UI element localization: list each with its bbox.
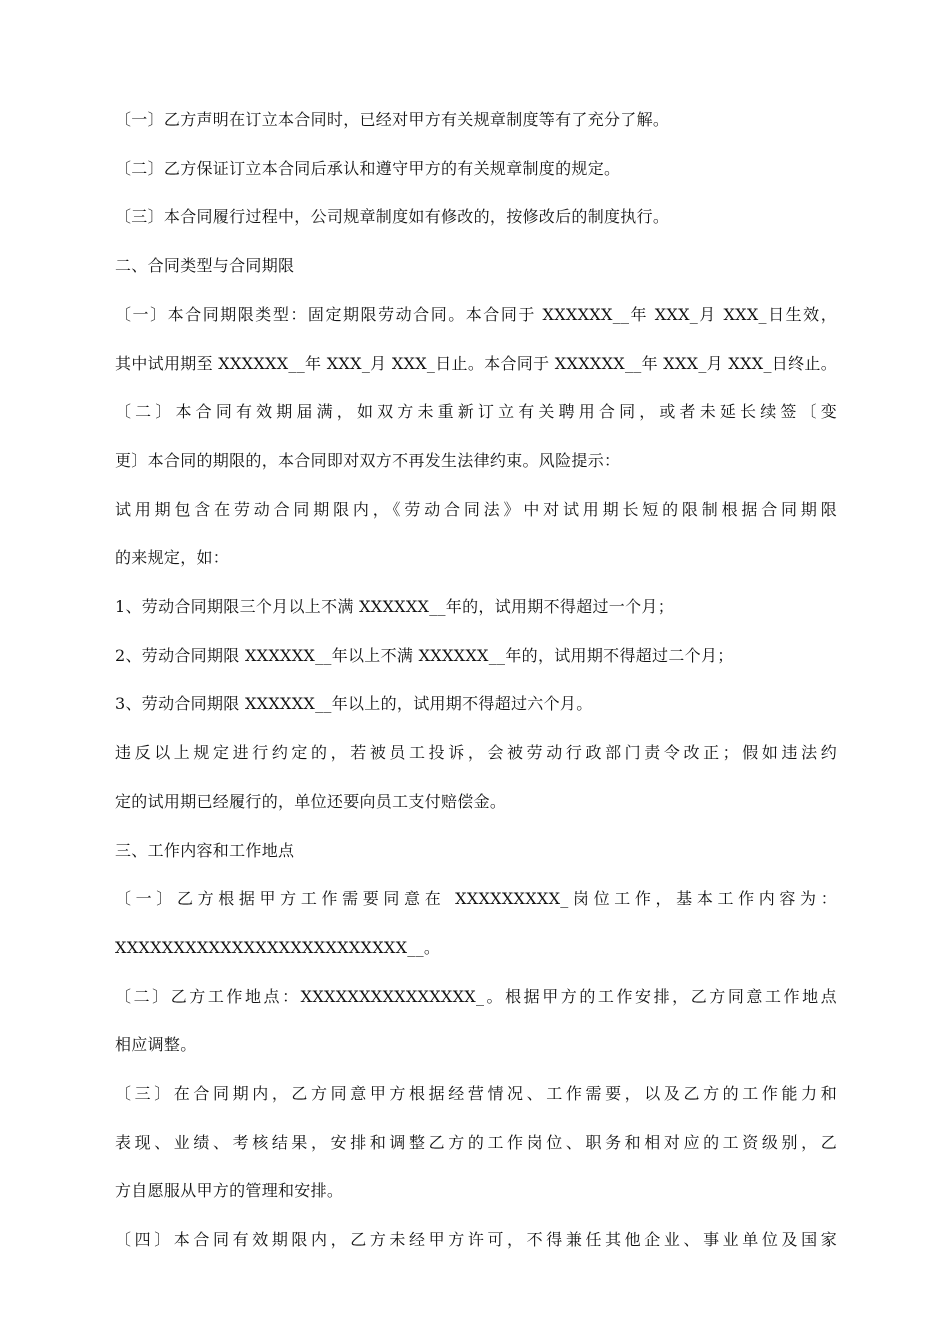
clause-3-3-line-3: 方自愿服从甲方的管理和安排。 xyxy=(115,1181,344,1201)
clause-3-2-line-2: 相应调整。 xyxy=(115,1035,197,1055)
clause-2-1-line-2: 其中试用期至 XXXXXX__年 XXX_月 XXX_日止。本合同于 XXXXXX__年 XXX_月 XXX_日终止。 xyxy=(115,353,837,373)
clause-3-3-line-2: 表现、业绩、考核结果，安排和调整乙方的工作岗位、职务和相对应的工资级别，乙 xyxy=(115,1132,837,1152)
section-heading-3: 三、工作内容和工作地点 xyxy=(115,840,295,860)
risk-item-1: 1、劳动合同期限三个月以上不满 XXXXXX__年的，试用期不得超过一个月； xyxy=(115,597,675,617)
risk-note-line-1: 试用期包含在劳动合同期限内，《劳动合同法》中对试用期长短的限制根据合同期限 xyxy=(115,499,837,519)
clause-1-2: 〔二〕乙方保证订立本合同后承认和遵守甲方的有关规章制度的规定。 xyxy=(115,158,621,178)
violation-note-line-2: 定的试用期已经履行的，单位还要向员工支付赔偿金。 xyxy=(115,791,507,811)
risk-item-3: 3、劳动合同期限 XXXXXX__年以上的，试用期不得超过六个月。 xyxy=(115,694,593,714)
clause-3-1-line-1: 〔一〕乙方根据甲方工作需要同意在 XXXXXXXXX_岗位工作，基本工作内容为： xyxy=(115,889,837,909)
document-body xyxy=(115,96,837,1265)
risk-note-line-2: 的来规定，如： xyxy=(115,548,230,568)
risk-item-2: 2、劳动合同期限 XXXXXX__年以上不满 XXXXXX__年的，试用期不得超过二个月； xyxy=(115,645,734,665)
clause-2-2-line-1: 〔二〕本合同有效期届满，如双方未重新订立有关聘用合同，或者未延长续签〔变 xyxy=(115,402,837,422)
clause-1-1: 〔一〕乙方声明在订立本合同时，已经对甲方有关规章制度等有了充分了解。 xyxy=(115,110,670,129)
section-heading-2: 二、合同类型与合同期限 xyxy=(115,256,295,276)
clause-3-2-line-1: 〔二〕乙方工作地点：XXXXXXXXXXXXXXX_。根据甲方的工作安排，乙方同意工作地点 xyxy=(115,986,837,1006)
clause-2-2-line-2: 更〕本合同的期限的，本合同即对双方不再发生法律约束。风险提示： xyxy=(115,450,621,470)
clause-3-1-line-2: XXXXXXXXXXXXXXXXXXXXXXXXX__。 xyxy=(115,937,441,957)
clause-1-3: 〔三〕本合同履行过程中，公司规章制度如有修改的，按修改后的制度执行。 xyxy=(115,207,670,227)
clause-3-3-line-1: 〔三〕在合同期内，乙方同意甲方根据经营情况、工作需要，以及乙方的工作能力和 xyxy=(115,1084,837,1104)
clause-2-1-line-1: 〔一〕本合同期限类型：固定期限劳动合同。本合同于 XXXXXX__年 XXX_月 XXX_日生效， xyxy=(115,304,837,324)
clause-3-4-line-1: 〔四〕本合同有效期限内，乙方未经甲方许可，不得兼任其他企业、事业单位及国家 xyxy=(115,1230,837,1250)
violation-note-line-1: 违反以上规定进行约定的，若被员工投诉，会被劳动行政部门责令改正；假如违法约 xyxy=(115,743,837,763)
